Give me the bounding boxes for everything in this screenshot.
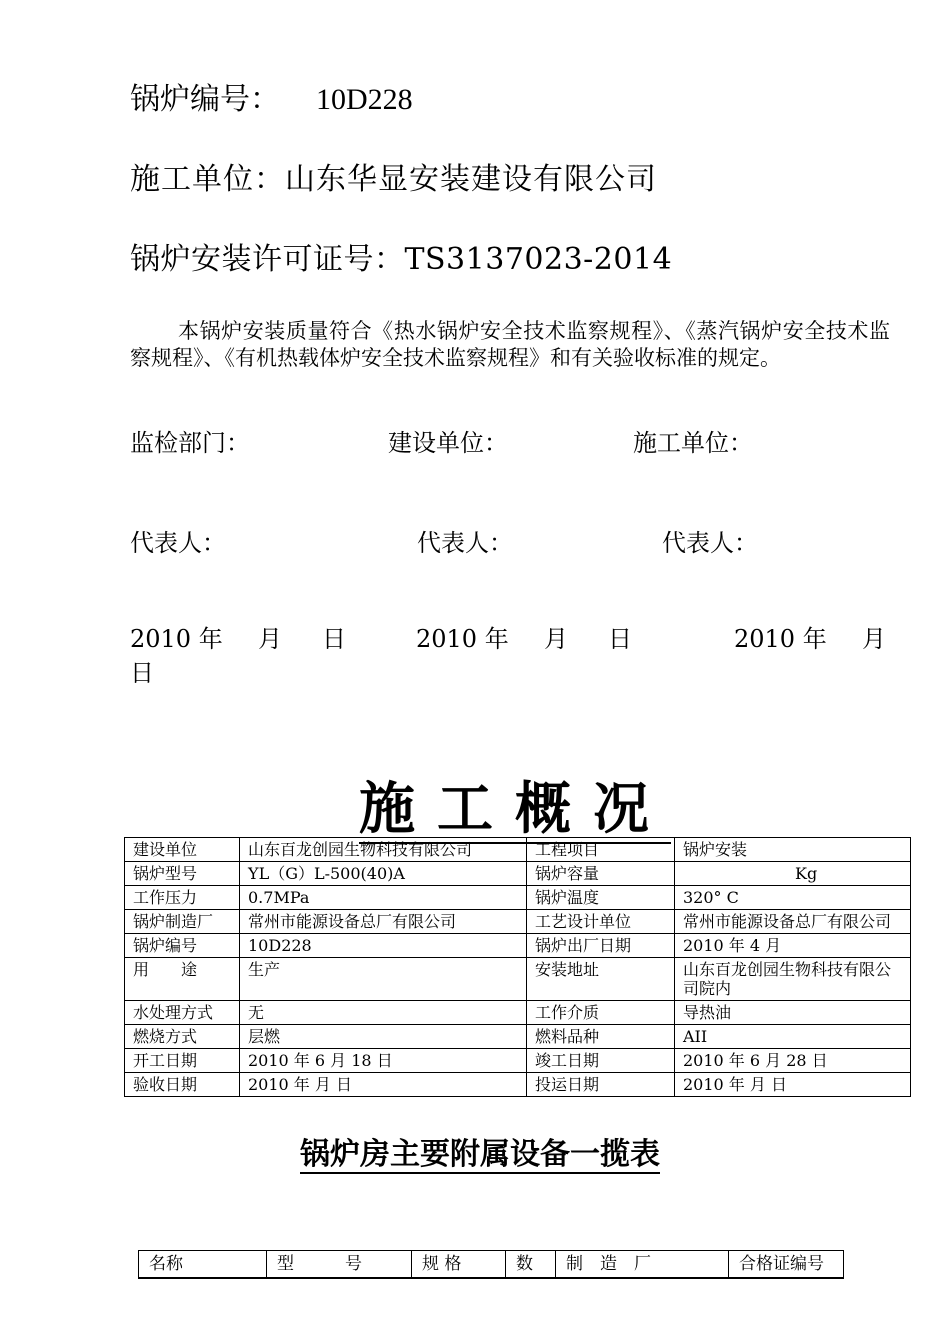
field-value: 生产 [240,958,527,1001]
field-value: 山东百龙创园生物科技有限公司 [240,838,527,862]
field-value: Kg [675,862,911,886]
field-value: 锅炉安装 [675,838,911,862]
field-label: 工作压力 [125,886,240,910]
date-day: 日 [608,625,632,653]
field-label: 锅炉容量 [527,862,675,886]
date-month: 月 [258,625,282,653]
table-row [125,1025,911,1049]
field-value: 2010 年 月 日 [240,1073,527,1097]
equipment-table [138,1250,844,1279]
field-label: 水处理方式 [125,1001,240,1025]
field-label: 工程项目 [527,838,675,862]
field-value: 导热油 [675,1001,911,1025]
inspection-dept-label: 监检部门： [130,429,250,457]
field-label: 锅炉型号 [125,862,240,886]
header-quantity: 数 [506,1251,556,1279]
header-name: 名称 [139,1251,267,1279]
representative-label: 代表人： [662,529,758,557]
date-year: 2010 年 [734,625,827,653]
field-value: 2010 年 6 月 28 日 [675,1049,911,1073]
field-label: 燃料品种 [527,1025,675,1049]
table-row [125,1001,911,1025]
equipment-list-title: 锅炉房主要附属设备一揽表 [300,1137,660,1172]
date-year: 2010 年 [416,625,509,653]
representative-label: 代表人： [130,529,226,557]
field-label: 燃烧方式 [125,1025,240,1049]
field-label: 竣工日期 [527,1049,675,1073]
table-row [125,934,911,958]
table-row [125,958,911,1001]
boiler-number-line [130,82,413,118]
field-value: 2010 年 4 月 [675,934,911,958]
header-model: 型 号 [267,1251,412,1279]
field-value: 常州市能源设备总厂有限公司 [675,910,911,934]
field-label: 锅炉出厂日期 [527,934,675,958]
field-label: 锅炉温度 [527,886,675,910]
date-year: 2010 年 [130,625,223,653]
quality-statement: 本锅炉安装质量符合《热水锅炉安全技术监察规程》、《蒸汽锅炉安全技术监察规程》、《有机热载体炉安全技术监察规程》和有关验收标准的规定。 [130,319,890,370]
field-value: 2010 年 6 月 18 日 [240,1049,527,1073]
date-month: 月 [862,625,886,653]
field-value: 常州市能源设备总厂有限公司 [240,910,527,934]
table-row [125,1073,911,1097]
field-value: 320° C [675,886,911,910]
header-certificate-no: 合格证编号 [729,1251,844,1279]
representative-label: 代表人： [417,529,513,557]
field-label: 安装地址 [527,958,675,1001]
field-label: 建设单位 [125,838,240,862]
contractor-line: 施工单位：山东华显安装建设有限公司 [130,162,657,197]
field-label: 工艺设计单位 [527,910,675,934]
table-row [125,1049,911,1073]
equipment-header-row [139,1251,844,1279]
field-value: 层燃 [240,1025,527,1049]
construction-overview-table [124,837,911,1097]
field-value: 0.7MPa [240,886,527,910]
field-label: 锅炉制造厂 [125,910,240,934]
date-day: 日 [322,625,346,653]
field-label: 锅炉编号 [125,934,240,958]
field-value: 无 [240,1001,527,1025]
field-label: 验收日期 [125,1073,240,1097]
table-row [125,886,911,910]
license-line: 锅炉安装许可证号：TS3137023-2014 [130,242,673,277]
field-label: 投运日期 [527,1073,675,1097]
header-spec: 规 格 [412,1251,506,1279]
field-label: 开工日期 [125,1049,240,1073]
owner-unit-label: 建设单位： [388,429,508,457]
date-month: 月 [544,625,568,653]
table-row [125,862,911,886]
boiler-number-value: 10D228 [316,83,413,116]
field-value: YL（G）L-500(40)A [240,862,527,886]
field-value: 2010 年 月 日 [675,1073,911,1097]
date-day-wrapped: 日 [130,659,154,687]
boiler-number-label: 锅炉编号： [130,82,280,117]
field-value: 10D228 [240,934,527,958]
overview-title: 施工概况 [359,776,671,842]
field-value: 山东百龙创园生物科技有限公司院内 [675,958,911,1001]
table-row [125,838,911,862]
field-value: AII [675,1025,911,1049]
field-label: 工作介质 [527,1001,675,1025]
field-label: 用 途 [125,958,240,1001]
table-row [125,910,911,934]
construction-unit-label: 施工单位： [633,429,753,457]
header-manufacturer: 制 造 厂 [556,1251,729,1279]
